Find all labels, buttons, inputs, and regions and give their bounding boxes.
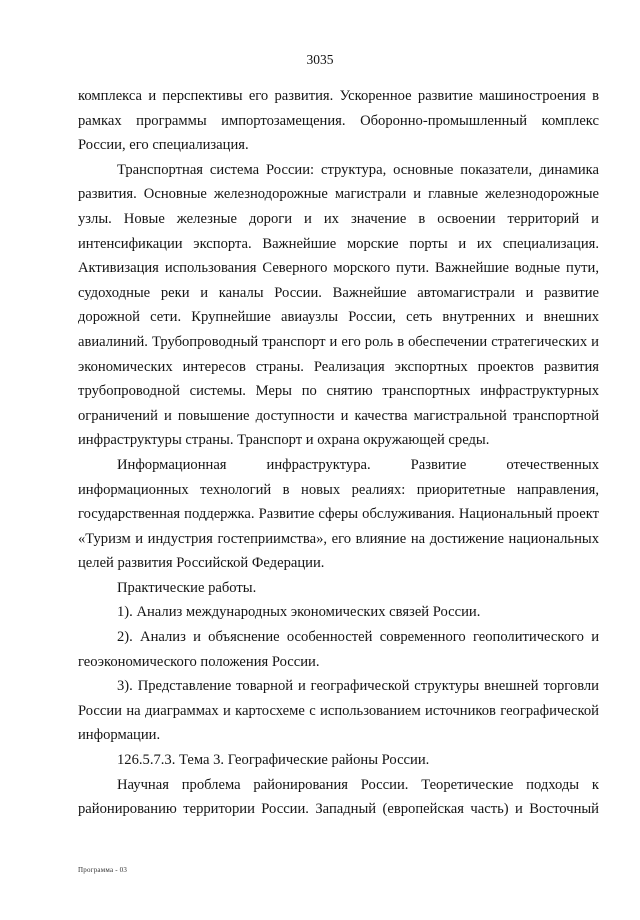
paragraph-practical-work-1: 1). Анализ международных экономических связей России. (117, 604, 481, 621)
paragraph-information-infrastructure: Информационная инфраструктура. Развитие отечественных информационных технологий в новых реалиях: приоритетные направления, государственная поддержка. Развитие сферы обслуживания. Национальный проект «Туризм и индустрия гостеприимства», его влияние на достижение национальных целей развития Российской Федерации. (78, 456, 599, 572)
page-number: 3035 (306, 52, 334, 67)
paragraph-practical-work-3: 3). Представление товарной и географической структуры внешней торговли России на диаграммах и картосхеме с использованием источников географической информации. (78, 678, 599, 744)
paragraph-industry-continuation: комплекса и перспективы его развития. Ускоренное развитие машиностроения в рамках программы импортозамещения. Оборонно-промышленный комплекс России, его специализация. (78, 88, 599, 154)
document-body (78, 84, 599, 822)
paragraph-regionalization: Научная проблема районирования России. Теоретические подходы к районированию территории России. Западный (европейская часть) и Восточный (78, 776, 599, 818)
paragraph-topic-3-heading: 126.5.7.3. Тема 3. Географические районы России. (117, 752, 430, 769)
footer-program-mark: Программа - 03 (78, 866, 128, 874)
paragraph-practical-work-2: 2). Анализ и объяснение особенностей современного геополитического и геоэкономического положения России. (78, 629, 599, 670)
paragraph-practical-works-heading: Практические работы. (117, 579, 257, 596)
paragraph-transport-system: Транспортная система России: структура, основные показатели, динамика развития. Основные железнодорожные магистрали и главные железнодорожные узлы. Новые железные дороги и их значение в освоении территорий и интенсификации экспорта. Важнейшие морские порты и их специализация. Активизация использования Северного морского пути. Важнейшие водные пути, судоходные реки и каналы России. Важнейшие автомагистрали и развитие дорожной сети. Крупнейшие авиаузлы России, сеть внутренних и внешних авиалиний. Трубопроводный транспорт и его роль в обеспечении стратегических и экономических интересов страны. Реализация экспортных проектов развития трубопроводной системы. Меры по снятию транспортных инфраструктурных ограничений и повышение доступности и качества магистральной транспортной инфраструктуры страны. Транспорт и охрана окружающей среды. (78, 161, 599, 449)
